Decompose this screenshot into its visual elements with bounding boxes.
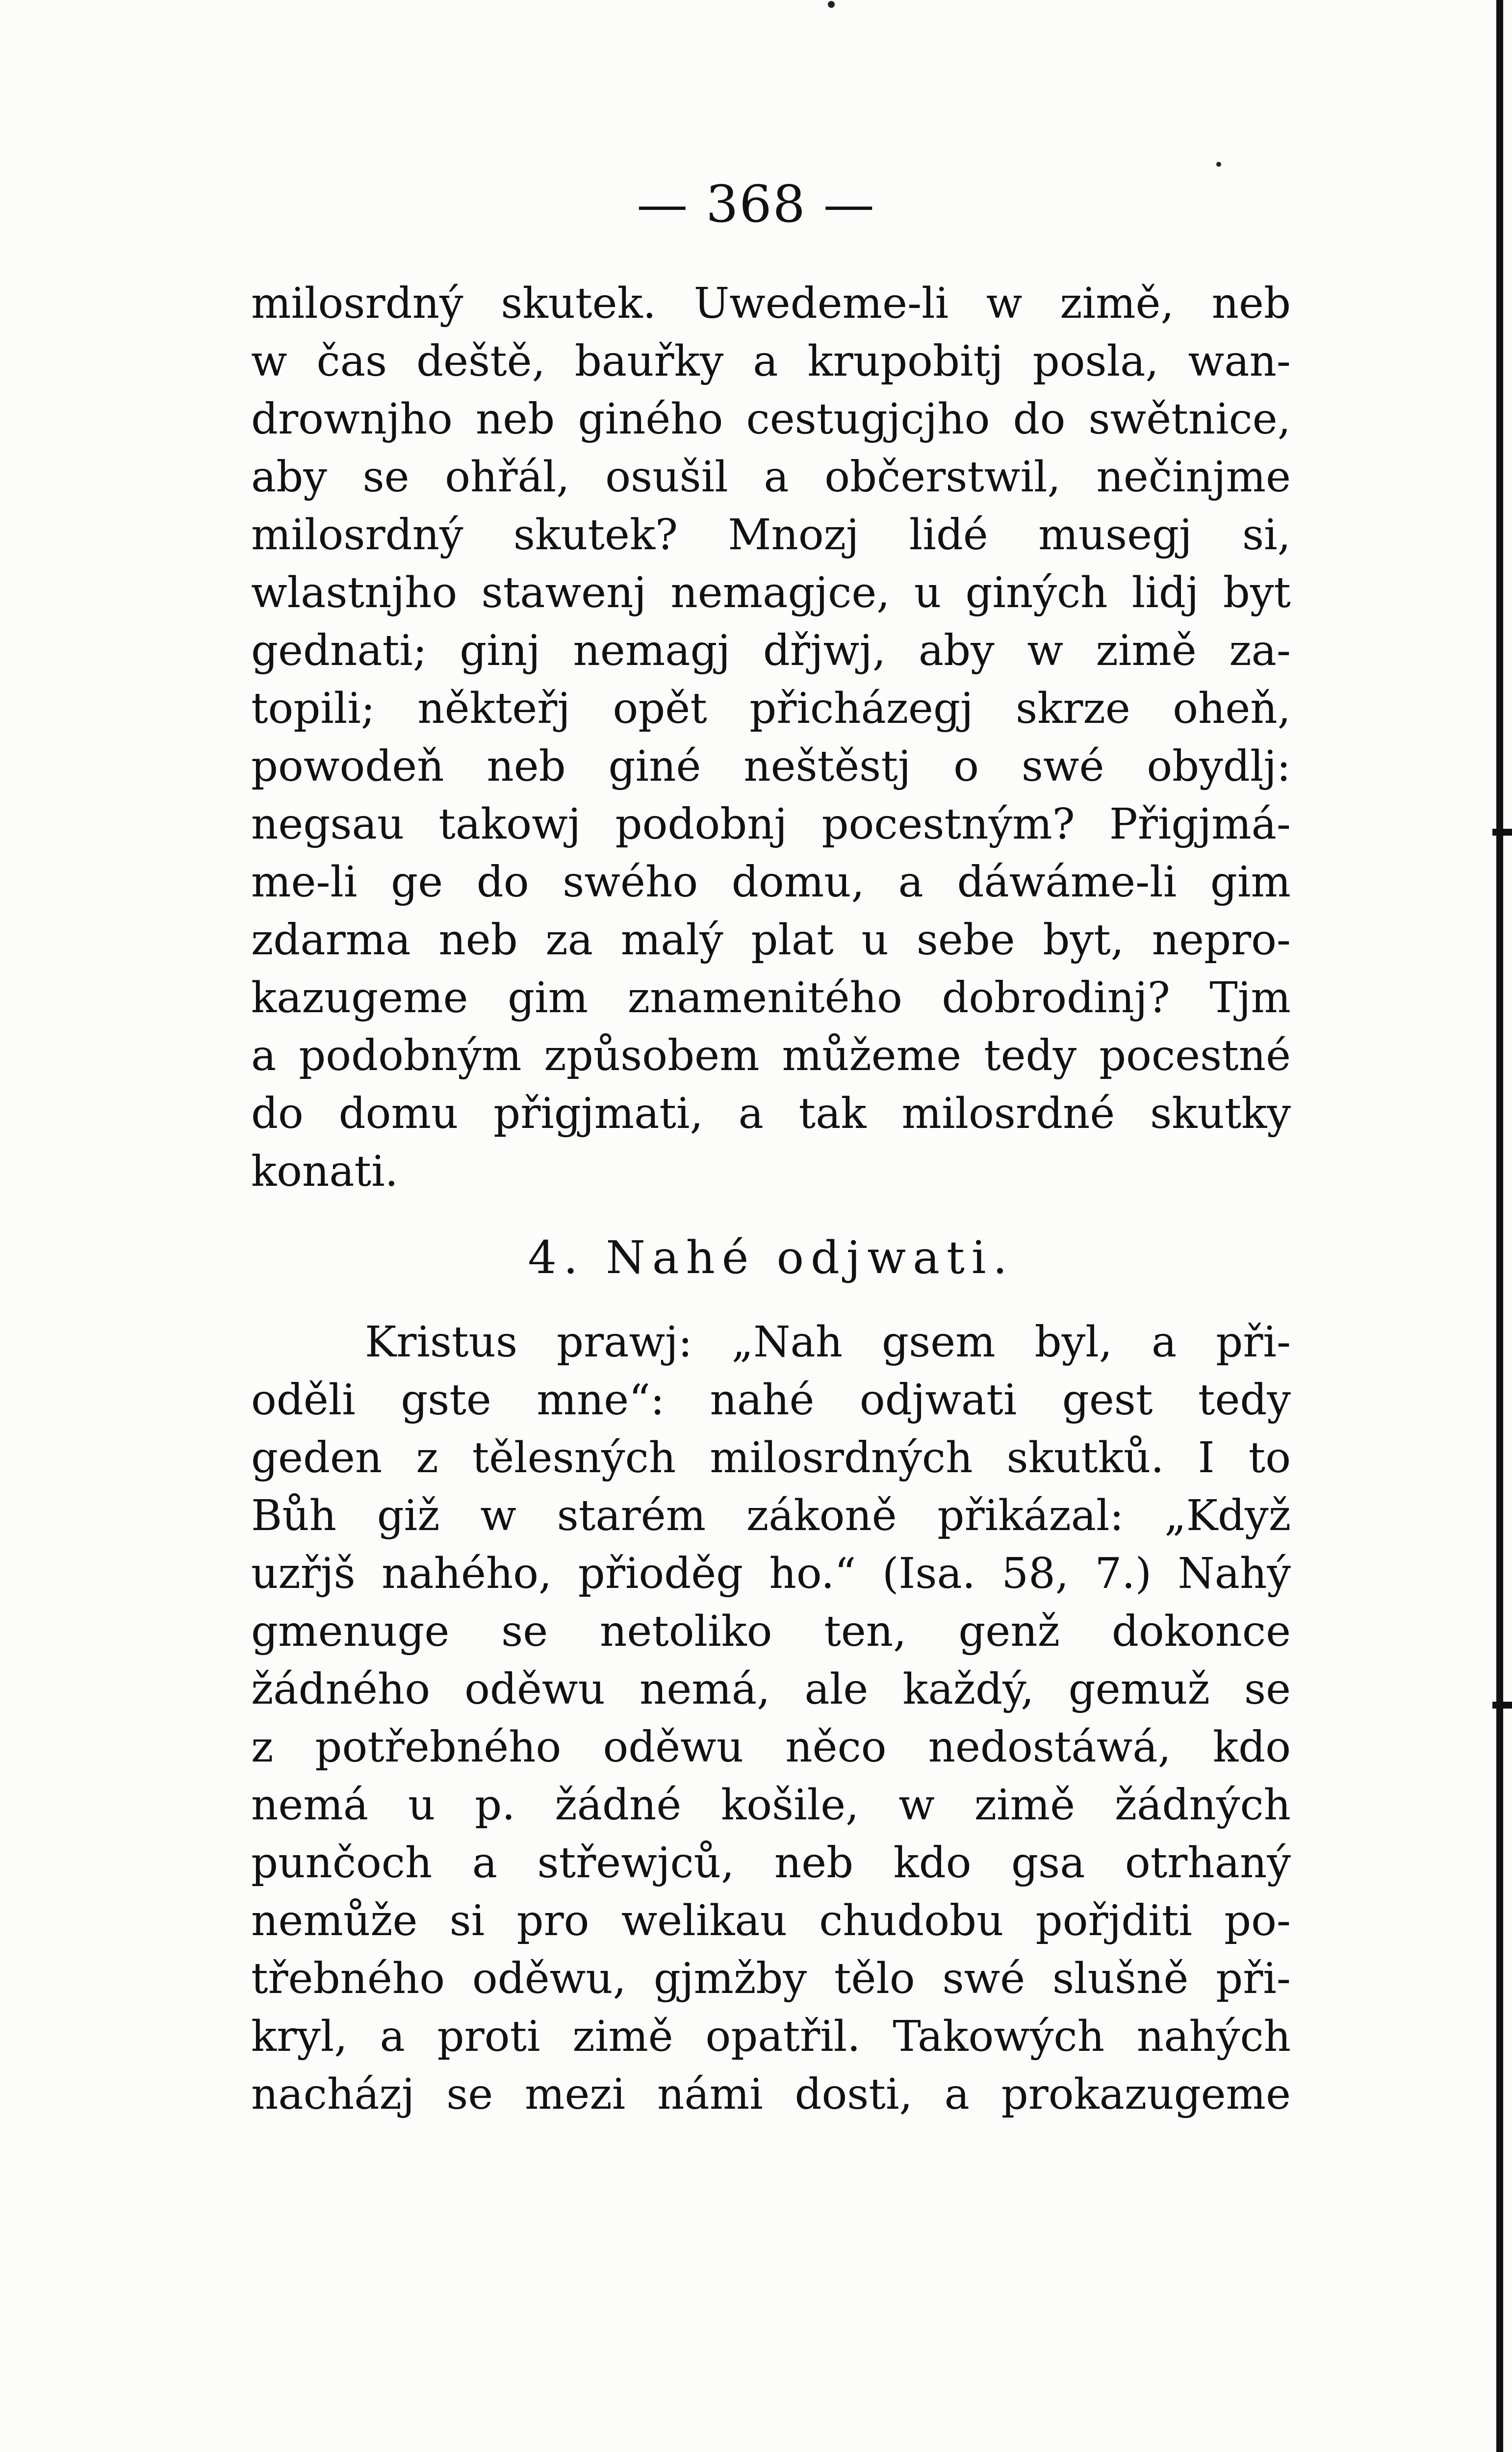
text-body xyxy=(251,275,1291,2123)
text-line: z potřebného oděwu něco nedostáwá, kdo xyxy=(251,1723,1291,1772)
text-line: třebného oděwu, gjmžby tělo swé slušně při- xyxy=(251,1954,1291,2003)
text-line: w čas deště, bauřky a krupobitj posla, wan- xyxy=(251,337,1291,386)
section-heading: 4. Nahé odjwati. xyxy=(528,1231,1014,1284)
text-line: a podobným způsobem můžeme tedy pocestné xyxy=(251,1031,1291,1080)
text-line: me-li ge do swého domu, a dáwáme-li gim xyxy=(251,858,1291,907)
text-line: žádného oděwu nemá, ale každý, gemuž se xyxy=(251,1665,1291,1714)
text-line: Bůh giž w starém zákoně přikázal: „Když xyxy=(251,1491,1291,1540)
paragraph xyxy=(251,1313,1291,2123)
paragraph xyxy=(251,275,1291,1200)
text-line: gednati; ginj nemagj dřjwj, aby w zimě za- xyxy=(251,626,1291,675)
edge-mark xyxy=(1492,829,1512,836)
text-line: oděli gste mne“: nahé odjwati gest tedy xyxy=(251,1376,1291,1425)
text-line: konati. xyxy=(251,1147,398,1196)
text-line: nemá u p. žádné košile, w zimě žádných xyxy=(251,1781,1291,1830)
text-line: drownjho neb giného cestugjcjho do swětnice, xyxy=(251,395,1291,444)
text-line: kazugeme gim znamenitého dobrodinj? Tjm xyxy=(251,973,1291,1022)
text-line: do domu přigjmati, a tak milosrdné skutky xyxy=(251,1089,1291,1138)
text-line: uzřjš nahého, přioděg ho.“ (Isa. 58, 7.) Nahý xyxy=(251,1549,1291,1598)
text-line: aby se ohřál, osušil a občerstwil, nečinjme xyxy=(251,453,1291,502)
text-line: negsau takowj podobnj pocestným? Přigjmá- xyxy=(251,800,1291,849)
edge-mark xyxy=(1492,1702,1512,1709)
text-line: kryl, a proti zimě opatřil. Takowých nahých xyxy=(251,2012,1291,2061)
text-line: punčoch a střewjců, neb kdo gsa otrhaný xyxy=(251,1839,1291,1888)
text-line: powodeň neb giné neštěstj o swé obydlj: xyxy=(251,742,1291,791)
text-line: Kristus prawj: „Nah gsem byl, a při- xyxy=(365,1318,1291,1367)
text-line: milosrdný skutek? Mnozj lidé musegj si, xyxy=(251,511,1291,560)
text-line: topili; někteřj opět přicházegj skrze oheň, xyxy=(251,684,1291,733)
text-line: wlastnjho stawenj nemagjce, u giných lidj byt xyxy=(251,568,1291,617)
scan-speck xyxy=(1216,162,1221,167)
page-edge-shadow xyxy=(1496,0,1503,2452)
page-number: — 368 — xyxy=(637,174,875,234)
text-line: zdarma neb za malý plat u sebe byt, nepro- xyxy=(251,916,1291,965)
text-line: gmenuge se netoliko ten, genž dokonce xyxy=(251,1607,1291,1656)
text-line: nacházj se mezi námi dosti, a prokazugeme xyxy=(251,2070,1291,2119)
text-line: nemůže si pro welikau chudobu pořjditi po- xyxy=(251,1896,1291,1945)
text-line: milosrdný skutek. Uwedeme-li w zimě, neb xyxy=(251,279,1291,328)
text-line: geden z tělesných milosrdných skutků. I to xyxy=(251,1433,1291,1482)
scan-speck xyxy=(828,1,835,8)
